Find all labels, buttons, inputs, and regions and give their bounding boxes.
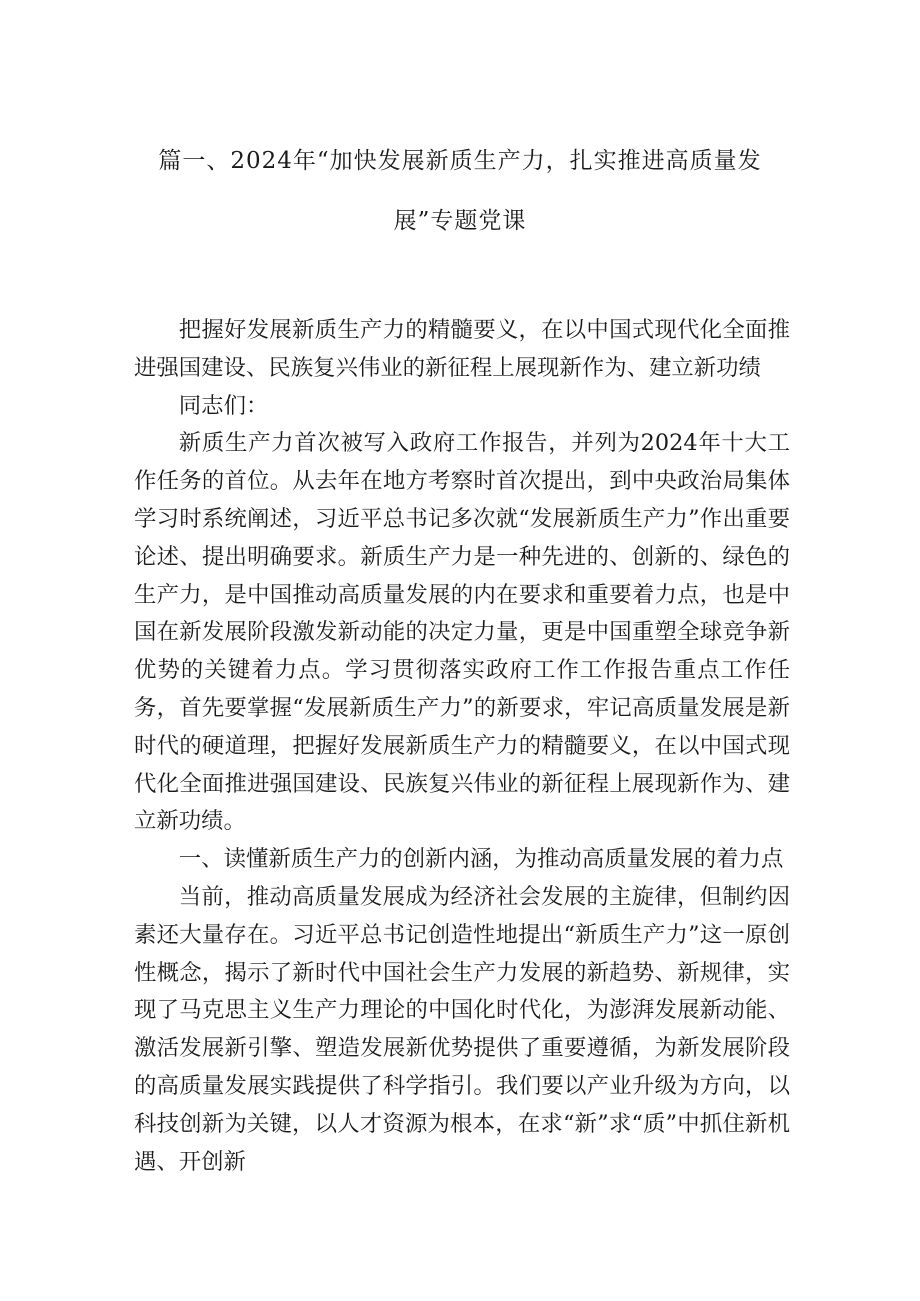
salutation: 同志们： — [178, 392, 269, 419]
subtitle-paragraph: 把握好发展新质生产力的精髓要义，在以中国式现代化全面推进强国建设、民族复兴伟业的新征程上展现新作为、建立新功绩 — [134, 317, 790, 381]
document-title-line-1: 篇一、2024年“加快发展新质生产力，扎实推进高质量发 — [158, 148, 762, 174]
document-body — [134, 312, 790, 1181]
body-paragraph: 新质生产力首次被写入政府工作报告，并列为2024年十大工作任务的首位。从去年在地方考察时首次提出，到中央政治局集体学习时系统阐述，习近平总书记多次就“发展新质生产力”作出重要论述、提出明确要求。新质生产力是一种先进的、创新的、绿色的生产力，是中国推动高质量发展的内在要求和重要着力点，也是中国在新发展阶段激发新动能的决定力量，更是中国重塑全球竞争新优势的关键着力点。学习贯彻落实政府工作工作报告重点工作任务，首先要掌握“发展新质生产力”的新要求，牢记高质量发展是新时代的硬道理，把握好发展新质生产力的精髓要义，在以中国式现代化全面推进强国建设、民族复兴伟业的新征程上展现新作为、建立新功绩。 — [134, 430, 790, 835]
section-heading: 一、读懂新质生产力的创新内涵，为推动高质量发展的着力点 — [178, 846, 784, 873]
body-paragraph: 当前，推动高质量发展成为经济社会发展的主旋律，但制约因素还大量存在。习近平总书记创造性地提出“新质生产力”这一原创性概念，揭示了新时代中国社会生产力发展的新趋势、新规律，实现了马克思主义生产力理论的中国化时代化，为澎湃发展新动能、激活发展新引擎、塑造发展新优势提供了重要遵循，为新发展阶段的高质量发展实践提供了科学指引。我们要以产业升级为方向，以科技创新为关键，以人才资源为根本，在求“新”求“质”中抓住新机遇、开创新 — [134, 883, 790, 1175]
document-title-line-2: 展”专题党课 — [393, 208, 527, 234]
